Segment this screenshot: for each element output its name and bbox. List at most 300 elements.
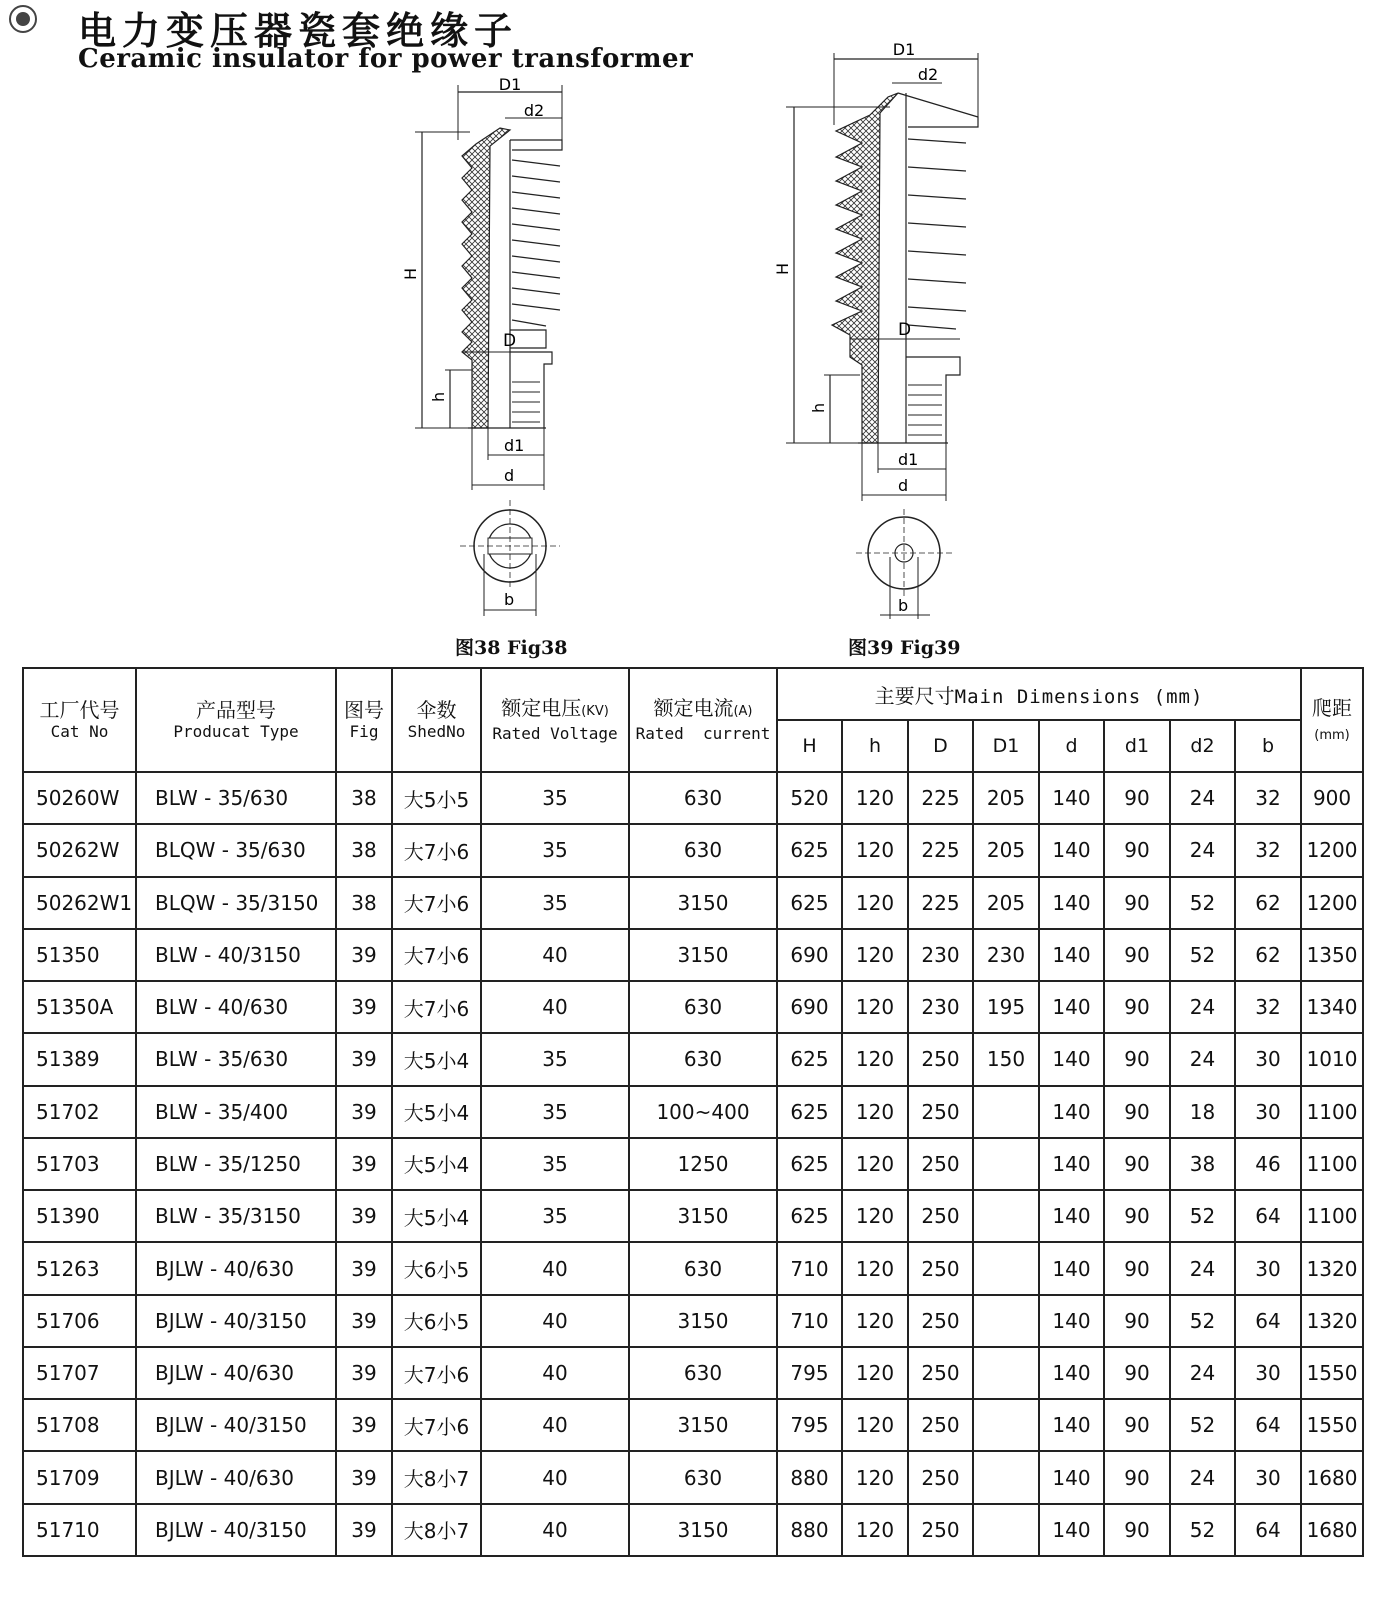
cell-dim-D: 230 bbox=[908, 981, 973, 1033]
cell-rated-current: 3150 bbox=[629, 1295, 777, 1347]
cell-dim-d1: 90 bbox=[1104, 1451, 1170, 1503]
table-row bbox=[23, 877, 1363, 929]
cell-product-type: BJLW - 40/3150 bbox=[136, 1504, 336, 1556]
fig38-label-b: b bbox=[504, 590, 515, 609]
cell-dim-D1 bbox=[973, 1347, 1039, 1399]
cell-product-type: BLW - 35/630 bbox=[136, 1033, 336, 1085]
cell-dim-D1 bbox=[973, 1295, 1039, 1347]
cell-dim-d2: 24 bbox=[1170, 772, 1235, 824]
cell-shed-no: 大8小7 bbox=[392, 1451, 481, 1503]
cell-dim-d: 140 bbox=[1039, 1086, 1104, 1138]
cell-dim-D1: 150 bbox=[973, 1033, 1039, 1085]
cell-dim-b: 32 bbox=[1235, 981, 1301, 1033]
cell-dim-H: 795 bbox=[777, 1347, 842, 1399]
cell-shed-no: 大5小4 bbox=[392, 1138, 481, 1190]
cell-rated-voltage: 35 bbox=[481, 1086, 629, 1138]
cell-dim-d1: 90 bbox=[1104, 1190, 1170, 1242]
cell-dim-b: 32 bbox=[1235, 824, 1301, 876]
page-header bbox=[0, 0, 1400, 80]
cell-dim-D: 250 bbox=[908, 1504, 973, 1556]
cell-fig: 39 bbox=[336, 1504, 392, 1556]
cell-cat-no: 51707 bbox=[23, 1347, 136, 1399]
cell-dim-d: 140 bbox=[1039, 1295, 1104, 1347]
cell-fig: 39 bbox=[336, 1451, 392, 1503]
cell-product-type: BJLW - 40/3150 bbox=[136, 1295, 336, 1347]
cell-fig: 39 bbox=[336, 1347, 392, 1399]
cell-dim-b: 64 bbox=[1235, 1295, 1301, 1347]
cell-rated-current: 3150 bbox=[629, 929, 777, 981]
cell-shed-no: 大7小6 bbox=[392, 824, 481, 876]
cell-dim-d2: 38 bbox=[1170, 1138, 1235, 1190]
cell-dim-h: 120 bbox=[842, 1504, 908, 1556]
cell-dim-h: 120 bbox=[842, 981, 908, 1033]
cell-product-type: BLW - 35/630 bbox=[136, 772, 336, 824]
cell-cat-no: 50260W bbox=[23, 772, 136, 824]
fig39-label-d1: d1 bbox=[898, 450, 919, 469]
cell-dim-d1: 90 bbox=[1104, 1504, 1170, 1556]
header-dims-cn: 主要尺寸 bbox=[874, 683, 955, 708]
cell-dim-D: 250 bbox=[908, 1138, 973, 1190]
cell-dim-D: 250 bbox=[908, 1242, 973, 1294]
cell-dim-H: 625 bbox=[777, 1190, 842, 1242]
figure-39-caption: 图39 Fig39 bbox=[848, 637, 961, 659]
fig39-label-H: H bbox=[773, 262, 792, 275]
cell-dim-H: 625 bbox=[777, 877, 842, 929]
cell-dim-D1 bbox=[973, 1504, 1039, 1556]
header-fig-en: Fig bbox=[349, 722, 379, 741]
cell-dim-D: 225 bbox=[908, 877, 973, 929]
cell-creepage: 1320 bbox=[1301, 1295, 1363, 1347]
cell-dim-h: 120 bbox=[842, 1190, 908, 1242]
table-row bbox=[23, 1451, 1363, 1503]
cell-shed-no: 大5小4 bbox=[392, 1190, 481, 1242]
cell-rated-voltage: 35 bbox=[481, 1138, 629, 1190]
cell-product-type: BLW - 35/400 bbox=[136, 1086, 336, 1138]
cell-dim-d1: 90 bbox=[1104, 981, 1170, 1033]
fig38-label-D1: D1 bbox=[498, 75, 522, 94]
header-cat-en: Cat No bbox=[50, 722, 109, 741]
cell-dim-b: 64 bbox=[1235, 1399, 1301, 1451]
cell-dim-d: 140 bbox=[1039, 1242, 1104, 1294]
cell-rated-voltage: 35 bbox=[481, 824, 629, 876]
cell-dim-d1: 90 bbox=[1104, 1086, 1170, 1138]
table-row bbox=[23, 1033, 1363, 1085]
cell-shed-no: 大5小5 bbox=[392, 772, 481, 824]
cell-creepage: 1010 bbox=[1301, 1033, 1363, 1085]
cell-cat-no: 51710 bbox=[23, 1504, 136, 1556]
cell-rated-current: 630 bbox=[629, 1451, 777, 1503]
cell-rated-voltage: 35 bbox=[481, 877, 629, 929]
figure-38-caption: 图38 Fig38 bbox=[455, 637, 568, 659]
cell-cat-no: 51263 bbox=[23, 1242, 136, 1294]
header-current-unit: (A) bbox=[733, 704, 753, 719]
cell-fig: 39 bbox=[336, 1138, 392, 1190]
header-current-cn: 额定电流 bbox=[653, 696, 734, 720]
cell-dim-d1: 90 bbox=[1104, 1138, 1170, 1190]
cell-rated-voltage: 35 bbox=[481, 1033, 629, 1085]
cell-dim-b: 64 bbox=[1235, 1190, 1301, 1242]
cell-creepage: 900 bbox=[1301, 772, 1363, 824]
cell-dim-D: 250 bbox=[908, 1347, 973, 1399]
header-fig bbox=[336, 668, 392, 772]
cell-dim-d2: 24 bbox=[1170, 981, 1235, 1033]
cell-dim-d1: 90 bbox=[1104, 1242, 1170, 1294]
cell-shed-no: 大7小6 bbox=[392, 877, 481, 929]
cell-product-type: BJLW - 40/630 bbox=[136, 1451, 336, 1503]
cell-rated-current: 3150 bbox=[629, 1399, 777, 1451]
fig39-label-d: d bbox=[898, 476, 909, 495]
cell-creepage: 1550 bbox=[1301, 1347, 1363, 1399]
cell-creepage: 1350 bbox=[1301, 929, 1363, 981]
cell-dim-D: 225 bbox=[908, 824, 973, 876]
cell-dim-b: 62 bbox=[1235, 877, 1301, 929]
cell-dim-H: 690 bbox=[777, 981, 842, 1033]
fig39-label-D: D bbox=[898, 320, 912, 340]
cell-rated-voltage: 35 bbox=[481, 772, 629, 824]
spec-table-body bbox=[23, 772, 1363, 1556]
header-creep-unit: (mm) bbox=[1314, 728, 1350, 743]
cell-dim-d2: 24 bbox=[1170, 1451, 1235, 1503]
cell-rated-voltage: 35 bbox=[481, 1190, 629, 1242]
cell-shed-no: 大7小6 bbox=[392, 1399, 481, 1451]
cell-rated-current: 630 bbox=[629, 1242, 777, 1294]
cell-rated-voltage: 40 bbox=[481, 981, 629, 1033]
cell-shed-no: 大8小7 bbox=[392, 1504, 481, 1556]
cell-dim-d: 140 bbox=[1039, 981, 1104, 1033]
fig38-label-D: D bbox=[503, 331, 517, 351]
cell-dim-b: 30 bbox=[1235, 1242, 1301, 1294]
cell-dim-b: 32 bbox=[1235, 772, 1301, 824]
header-creep-cn: 爬距 bbox=[1312, 696, 1353, 720]
cell-dim-d2: 52 bbox=[1170, 1504, 1235, 1556]
cell-dim-D: 250 bbox=[908, 1086, 973, 1138]
header-main-dimensions bbox=[777, 668, 1301, 720]
table-row bbox=[23, 772, 1363, 824]
cell-dim-d1: 90 bbox=[1104, 1295, 1170, 1347]
cell-cat-no: 51709 bbox=[23, 1451, 136, 1503]
cell-cat-no: 51706 bbox=[23, 1295, 136, 1347]
cell-cat-no: 51702 bbox=[23, 1086, 136, 1138]
cell-dim-h: 120 bbox=[842, 1033, 908, 1085]
header-dim-H: H bbox=[777, 720, 842, 772]
cell-dim-D: 250 bbox=[908, 1451, 973, 1503]
cell-creepage: 1550 bbox=[1301, 1399, 1363, 1451]
cell-rated-current: 3150 bbox=[629, 1190, 777, 1242]
cell-creepage: 1200 bbox=[1301, 824, 1363, 876]
cell-dim-d1: 90 bbox=[1104, 1033, 1170, 1085]
cell-dim-b: 46 bbox=[1235, 1138, 1301, 1190]
table-row bbox=[23, 981, 1363, 1033]
cell-rated-voltage: 40 bbox=[481, 1295, 629, 1347]
fig38-label-d1: d1 bbox=[504, 436, 525, 455]
cell-dim-d2: 52 bbox=[1170, 929, 1235, 981]
cell-dim-H: 625 bbox=[777, 824, 842, 876]
table-row bbox=[23, 1138, 1363, 1190]
cell-rated-voltage: 40 bbox=[481, 1399, 629, 1451]
table-row bbox=[23, 1347, 1363, 1399]
cell-dim-h: 120 bbox=[842, 1347, 908, 1399]
cell-dim-d: 140 bbox=[1039, 877, 1104, 929]
table-row bbox=[23, 1295, 1363, 1347]
cell-shed-no: 大6小5 bbox=[392, 1242, 481, 1294]
cell-dim-d1: 90 bbox=[1104, 929, 1170, 981]
cell-dim-h: 120 bbox=[842, 1242, 908, 1294]
header-shed-no bbox=[392, 668, 481, 772]
cell-rated-current: 3150 bbox=[629, 877, 777, 929]
cell-dim-h: 120 bbox=[842, 1086, 908, 1138]
cell-product-type: BLW - 40/3150 bbox=[136, 929, 336, 981]
cell-fig: 39 bbox=[336, 1033, 392, 1085]
cell-fig: 38 bbox=[336, 824, 392, 876]
cell-creepage: 1340 bbox=[1301, 981, 1363, 1033]
cell-dim-d2: 52 bbox=[1170, 1190, 1235, 1242]
cell-rated-current: 630 bbox=[629, 1033, 777, 1085]
cell-creepage: 1680 bbox=[1301, 1451, 1363, 1503]
cell-dim-b: 62 bbox=[1235, 929, 1301, 981]
header-dim-b: b bbox=[1235, 720, 1301, 772]
cell-dim-D: 250 bbox=[908, 1033, 973, 1085]
cell-rated-current: 100~400 bbox=[629, 1086, 777, 1138]
cell-dim-D1: 205 bbox=[973, 877, 1039, 929]
page-title-english: Ceramic insulator for power transformer bbox=[78, 44, 694, 74]
cell-dim-D: 250 bbox=[908, 1190, 973, 1242]
header-current-en: Rated current bbox=[635, 724, 771, 743]
cell-dim-D1 bbox=[973, 1086, 1039, 1138]
fig38-label-H: H bbox=[401, 267, 420, 280]
header-dim-d1: d1 bbox=[1104, 720, 1170, 772]
cell-creepage: 1100 bbox=[1301, 1086, 1363, 1138]
table-row bbox=[23, 1504, 1363, 1556]
fig38-label-d: d bbox=[504, 466, 515, 485]
table-row bbox=[23, 1242, 1363, 1294]
cell-dim-h: 120 bbox=[842, 1451, 908, 1503]
cell-shed-no: 大6小5 bbox=[392, 1295, 481, 1347]
header-fig-cn: 图号 bbox=[344, 698, 384, 722]
cell-dim-d2: 24 bbox=[1170, 1347, 1235, 1399]
header-cat-cn: 工厂代号 bbox=[39, 698, 120, 722]
cell-dim-D1 bbox=[973, 1242, 1039, 1294]
cell-dim-D1 bbox=[973, 1190, 1039, 1242]
header-dim-d: d bbox=[1039, 720, 1104, 772]
cell-product-type: BJLW - 40/630 bbox=[136, 1242, 336, 1294]
cell-dim-H: 625 bbox=[777, 1138, 842, 1190]
header-shed-en: ShedNo bbox=[407, 722, 466, 741]
cell-rated-current: 630 bbox=[629, 1347, 777, 1399]
fig38-label-h: h bbox=[429, 391, 448, 402]
cell-cat-no: 51350 bbox=[23, 929, 136, 981]
header-dim-h: h bbox=[842, 720, 908, 772]
cell-rated-voltage: 40 bbox=[481, 1451, 629, 1503]
cell-dim-h: 120 bbox=[842, 824, 908, 876]
cell-shed-no: 大7小6 bbox=[392, 981, 481, 1033]
cell-rated-current: 630 bbox=[629, 981, 777, 1033]
header-product-type bbox=[136, 668, 336, 772]
header-creepage bbox=[1301, 668, 1363, 772]
cell-creepage: 1100 bbox=[1301, 1138, 1363, 1190]
cell-dim-H: 690 bbox=[777, 929, 842, 981]
page-title-chinese: 电力变压器瓷套绝缘子 bbox=[78, 9, 519, 53]
cell-fig: 39 bbox=[336, 1190, 392, 1242]
cell-dim-b: 30 bbox=[1235, 1347, 1301, 1399]
cell-dim-b: 64 bbox=[1235, 1504, 1301, 1556]
cell-dim-h: 120 bbox=[842, 877, 908, 929]
cell-dim-b: 30 bbox=[1235, 1086, 1301, 1138]
cell-product-type: BLQW - 35/3150 bbox=[136, 877, 336, 929]
table-row bbox=[23, 1190, 1363, 1242]
fig39-label-b: b bbox=[898, 596, 909, 615]
cell-rated-voltage: 40 bbox=[481, 929, 629, 981]
insulator-spec-table bbox=[22, 667, 1364, 1557]
header-voltage-unit: (KV) bbox=[581, 704, 609, 719]
cell-cat-no: 50262W bbox=[23, 824, 136, 876]
cell-product-type: BLW - 40/630 bbox=[136, 981, 336, 1033]
cell-dim-d: 140 bbox=[1039, 824, 1104, 876]
cell-dim-d2: 18 bbox=[1170, 1086, 1235, 1138]
cell-fig: 39 bbox=[336, 929, 392, 981]
cell-dim-d2: 24 bbox=[1170, 824, 1235, 876]
cell-dim-h: 120 bbox=[842, 1399, 908, 1451]
cell-dim-H: 520 bbox=[777, 772, 842, 824]
cell-rated-voltage: 40 bbox=[481, 1347, 629, 1399]
insulator-drawing-fig38 bbox=[400, 70, 600, 630]
cell-rated-voltage: 40 bbox=[481, 1242, 629, 1294]
fig39-label-D1: D1 bbox=[892, 40, 916, 59]
cell-dim-d1: 90 bbox=[1104, 877, 1170, 929]
cell-dim-D1 bbox=[973, 1138, 1039, 1190]
cell-dim-D: 225 bbox=[908, 772, 973, 824]
cell-shed-no: 大7小6 bbox=[392, 1347, 481, 1399]
cell-fig: 39 bbox=[336, 1086, 392, 1138]
cell-dim-d1: 90 bbox=[1104, 1347, 1170, 1399]
cell-shed-no: 大7小6 bbox=[392, 929, 481, 981]
cell-rated-current: 3150 bbox=[629, 1504, 777, 1556]
cell-dim-H: 710 bbox=[777, 1295, 842, 1347]
header-type-cn: 产品型号 bbox=[196, 698, 276, 722]
cell-fig: 39 bbox=[336, 981, 392, 1033]
fig38-label-d2: d2 bbox=[523, 101, 545, 120]
cell-fig: 38 bbox=[336, 877, 392, 929]
cell-dim-H: 880 bbox=[777, 1451, 842, 1503]
cell-rated-current: 1250 bbox=[629, 1138, 777, 1190]
cell-rated-current: 630 bbox=[629, 772, 777, 824]
cell-dim-h: 120 bbox=[842, 772, 908, 824]
cell-dim-H: 710 bbox=[777, 1242, 842, 1294]
cell-dim-d: 140 bbox=[1039, 772, 1104, 824]
insulator-drawing-fig39 bbox=[770, 35, 1000, 625]
cell-dim-D: 250 bbox=[908, 1295, 973, 1347]
cell-product-type: BLW - 35/3150 bbox=[136, 1190, 336, 1242]
cell-product-type: BJLW - 40/630 bbox=[136, 1347, 336, 1399]
radio-bullet-icon bbox=[8, 4, 38, 34]
header-cat-no bbox=[23, 668, 136, 772]
cell-cat-no: 51390 bbox=[23, 1190, 136, 1242]
cell-fig: 38 bbox=[336, 772, 392, 824]
cell-dim-H: 625 bbox=[777, 1033, 842, 1085]
cell-dim-d1: 90 bbox=[1104, 824, 1170, 876]
cell-creepage: 1320 bbox=[1301, 1242, 1363, 1294]
cell-shed-no: 大5小4 bbox=[392, 1033, 481, 1085]
cell-dim-D1: 205 bbox=[973, 824, 1039, 876]
fig39-label-h: h bbox=[809, 402, 828, 413]
cell-cat-no: 51350A bbox=[23, 981, 136, 1033]
cell-dim-b: 30 bbox=[1235, 1033, 1301, 1085]
cell-dim-D1: 205 bbox=[973, 772, 1039, 824]
cell-product-type: BLQW - 35/630 bbox=[136, 824, 336, 876]
header-dims-en: Main Dimensions (mm) bbox=[954, 685, 1204, 708]
cell-dim-d2: 24 bbox=[1170, 1242, 1235, 1294]
header-dim-d2: d2 bbox=[1170, 720, 1235, 772]
cell-dim-d: 140 bbox=[1039, 1347, 1104, 1399]
cell-dim-d2: 52 bbox=[1170, 877, 1235, 929]
cell-fig: 39 bbox=[336, 1399, 392, 1451]
cell-fig: 39 bbox=[336, 1295, 392, 1347]
cell-dim-d: 140 bbox=[1039, 1033, 1104, 1085]
cell-rated-current: 630 bbox=[629, 824, 777, 876]
header-type-en: Producat Type bbox=[173, 722, 299, 741]
cell-dim-h: 120 bbox=[842, 929, 908, 981]
cell-dim-d2: 52 bbox=[1170, 1399, 1235, 1451]
cell-cat-no: 50262W1 bbox=[23, 877, 136, 929]
header-voltage-en: Rated Voltage bbox=[492, 724, 618, 743]
cell-dim-d: 140 bbox=[1039, 1504, 1104, 1556]
cell-dim-h: 120 bbox=[842, 1138, 908, 1190]
cell-rated-voltage: 40 bbox=[481, 1504, 629, 1556]
cell-dim-d1: 90 bbox=[1104, 772, 1170, 824]
fig39-label-d2: d2 bbox=[917, 65, 939, 84]
cell-cat-no: 51389 bbox=[23, 1033, 136, 1085]
table-row bbox=[23, 1399, 1363, 1451]
cell-dim-D1: 230 bbox=[973, 929, 1039, 981]
cell-dim-D1 bbox=[973, 1399, 1039, 1451]
cell-creepage: 1200 bbox=[1301, 877, 1363, 929]
cell-dim-d1: 90 bbox=[1104, 1399, 1170, 1451]
cell-shed-no: 大5小4 bbox=[392, 1086, 481, 1138]
header-shed-cn: 伞数 bbox=[416, 698, 457, 722]
table-row bbox=[23, 824, 1363, 876]
cell-dim-h: 120 bbox=[842, 1295, 908, 1347]
cell-cat-no: 51703 bbox=[23, 1138, 136, 1190]
cell-dim-d2: 52 bbox=[1170, 1295, 1235, 1347]
header-dim-D1: D1 bbox=[973, 720, 1039, 772]
cell-dim-d: 140 bbox=[1039, 1399, 1104, 1451]
header-rated-current bbox=[629, 668, 777, 772]
header-dim-D: D bbox=[908, 720, 973, 772]
cell-dim-H: 795 bbox=[777, 1399, 842, 1451]
table-row bbox=[23, 1086, 1363, 1138]
cell-product-type: BLW - 35/1250 bbox=[136, 1138, 336, 1190]
header-rated-voltage bbox=[481, 668, 629, 772]
table-row bbox=[23, 929, 1363, 981]
cell-dim-d2: 24 bbox=[1170, 1033, 1235, 1085]
cell-dim-D: 230 bbox=[908, 929, 973, 981]
cell-product-type: BJLW - 40/3150 bbox=[136, 1399, 336, 1451]
cell-dim-d: 140 bbox=[1039, 1451, 1104, 1503]
cell-dim-H: 880 bbox=[777, 1504, 842, 1556]
header-voltage-cn: 额定电压 bbox=[501, 696, 582, 720]
cell-cat-no: 51708 bbox=[23, 1399, 136, 1451]
cell-dim-D: 250 bbox=[908, 1399, 973, 1451]
cell-dim-H: 625 bbox=[777, 1086, 842, 1138]
cell-fig: 39 bbox=[336, 1242, 392, 1294]
cell-dim-b: 30 bbox=[1235, 1451, 1301, 1503]
cell-dim-d: 140 bbox=[1039, 1190, 1104, 1242]
cell-dim-D1 bbox=[973, 1451, 1039, 1503]
cell-dim-D1: 195 bbox=[973, 981, 1039, 1033]
cell-creepage: 1100 bbox=[1301, 1190, 1363, 1242]
cell-dim-d: 140 bbox=[1039, 1138, 1104, 1190]
cell-creepage: 1680 bbox=[1301, 1504, 1363, 1556]
cell-dim-d: 140 bbox=[1039, 929, 1104, 981]
